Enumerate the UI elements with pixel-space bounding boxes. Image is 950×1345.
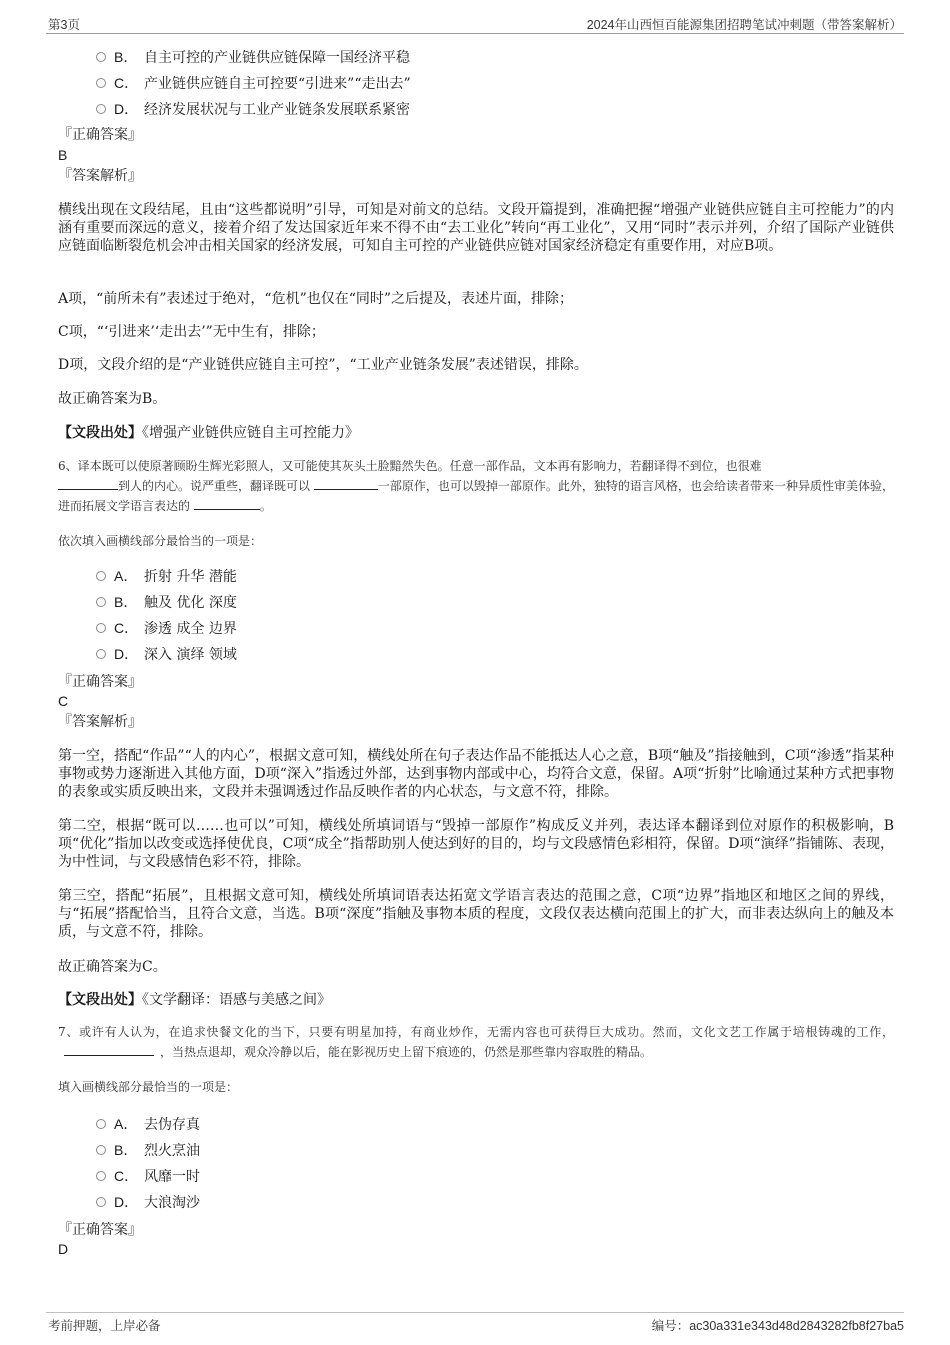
q6-source [58,991,331,1009]
q5-answer: B [58,147,68,163]
radio-icon[interactable] [96,571,106,581]
q6-analysis-paragraph: 第一空，搭配“作品”“人的内心”，根据文意可知，横线处所在句子表达作品不能抵达人心之意，B项“触及”指接触到，C项“渗透”指某种事物或势力逐渐进入其他方面，D项“深入”指透过外部，达到事物内部或中心，均符合文意，保留。A项“折射”比喻通过某种方式把事物的表象或实质反映出来，文段并未强调透过作品反映作者的内心状态，与文意不符，排除。 [58,748,894,800]
q5-source [58,424,359,442]
page-footer [46,1312,904,1332]
page-header [46,14,904,34]
blank-line [194,496,260,510]
q5-option-c[interactable] [96,73,411,93]
option-text: 自主可控的产业链供应链保障一国经济平稳 [144,50,410,66]
option-letter: C． [114,1168,139,1184]
q5-analysis-paragraph: A项，“前所未有”表述过于绝对，“危机”也仅在“同时”之后提及，表述片面，排除； [58,291,574,307]
q7-option-d[interactable] [96,1192,200,1212]
q6-option-a[interactable] [96,566,237,586]
source-title: 《增强产业链供应链自主可控能力》 [142,425,359,441]
q7-prompt: 填入画横线部分最恰当的一项是： [58,1080,239,1094]
q7-answer-tag: 『正确答案』 [58,1222,142,1238]
q6-option-b[interactable] [96,592,237,612]
q6-analysis-paragraph: 第三空，搭配“拓展”，且根据文意可知，横线处所填词语表达拓宽文学语言表达的范围之意，C项“边界”指地区和地区之间的界线，与“拓展”搭配恰当，且符合文意，当选。B项“深度”指触及事物本质的程度，文段仅表达横向范围上的扩大，而非表达纵向上的触及本质，与文意不符，排除。 [58,888,894,940]
radio-icon[interactable] [96,104,106,114]
option-letter: B． [114,594,138,610]
q5-analysis-paragraph: C项，“‘引进来’‘走出去’”无中生有，排除； [58,324,325,340]
radio-icon[interactable] [96,1145,106,1155]
q6-option-d[interactable] [96,644,237,664]
option-letter: D． [114,1194,139,1210]
option-text: 风靡一时 [144,1169,200,1185]
option-letter: A． [114,1116,138,1132]
q5-analysis-paragraph: D项，文段介绍的是“产业链供应链自主可控”，“工业产业链条发展”表述错误，排除。 [58,357,588,373]
option-letter: D． [114,101,139,117]
document-code: 编号：ac30a331e343d48d2843282fb8f27ba5 [651,1319,904,1333]
radio-icon[interactable] [96,78,106,88]
q6-analysis-paragraph: 故正确答案为C。 [58,959,167,975]
source-title: 《文学翻译：语感与美感之间》 [142,992,331,1008]
q6-stem [58,456,894,516]
blank-line [64,1042,154,1056]
document-title: 2024年山西恒百能源集团招聘笔试冲刺题（带答案解析） [586,18,902,32]
option-letter: B． [114,49,138,65]
stem-text: 到人的内心。说严重些，翻译既可以 [118,479,311,493]
stem-text: 6、译本既可以使原著顾盼生辉光彩照人，又可能使其灰头土脸黯然失色。任意一部作品，文本再有影响力，若翻译得不到位，也很难 [58,459,762,473]
q5-option-d[interactable] [96,99,410,119]
option-letter: C． [114,620,139,636]
q6-answer-tag: 『正确答案』 [58,674,142,690]
source-label: 【文段出处】 [58,425,142,441]
q5-option-b[interactable] [96,47,410,67]
option-text: 产业链供应链自主可控要“引进来”“走出去” [144,76,411,92]
stem-text: 一部原作，也可以毁掉一部原作。此外，独特的语言风格，也会给读者带来一种异质性审美体验，进而拓展文学语言表达的 [58,479,894,513]
q6-option-c[interactable] [96,618,237,638]
radio-icon[interactable] [96,1119,106,1129]
q7-answer: D [58,1241,69,1257]
radio-icon[interactable] [96,1171,106,1181]
page-number: 第3页 [48,18,80,32]
radio-icon[interactable] [96,1197,106,1207]
q5-analysis-paragraph: 故正确答案为B。 [58,391,167,407]
q5-analysis-tag: 『答案解析』 [58,168,142,184]
q5-analysis-paragraph: 横线出现在文段结尾，且由“这些都说明”引导，可知是对前文的总结。文段开篇提到，准确把握“增强产业链供应链自主可控能力”的内涵有重要而深远的意义，接着介绍了发达国家近年来不得不由“去工业化”转向“再工业化”，又用“同时”表示并列，介绍了国际产业链供应链面临断裂危机会冲击相关国家的经济发展，可知自主可控的产业链供应链对国家经济稳定有重要作用，对应B项。 [58,202,894,254]
q7-stem [58,1022,894,1062]
radio-icon[interactable] [96,52,106,62]
radio-icon[interactable] [96,623,106,633]
q7-option-a[interactable] [96,1114,200,1134]
option-text: 触及 优化 深度 [144,595,237,611]
option-text: 经济发展状况与工业产业链条发展联系紧密 [144,102,410,118]
q7-option-b[interactable] [96,1140,200,1160]
source-label: 【文段出处】 [58,992,142,1008]
q6-analysis-paragraph: 第二空，根据“既可以……也可以”可知，横线处所填词语与“毁掉一部原作”构成反义并列，表达译本翻译到位对原作的积极影响，B项“优化”指加以改变或选择使优良，C项“成全”指帮助别人使达到好的目的，均与文段感情色彩相符，保留。D项“演绎”指铺陈、表现，为中性词，与文段感情色彩不符，排除。 [58,818,894,870]
stem-text: 7、或许有人认为，在追求快餐文化的当下，只要有明星加持，有商业炒作，无需内容也可获得巨大成功。然而，文化文艺工作属于培根铸魂的工作， [58,1025,894,1039]
stem-text: 。 [259,499,272,513]
option-text: 渗透 成全 边界 [144,621,237,637]
q6-answer: C [58,693,69,709]
option-letter: C． [114,75,139,91]
blank-line [58,476,118,490]
blank-line [314,476,378,490]
q5-answer-tag: 『正确答案』 [58,127,142,143]
option-text: 折射 升华 潜能 [144,569,237,585]
radio-icon[interactable] [96,649,106,659]
q7-option-c[interactable] [96,1166,200,1186]
option-text: 去伪存真 [144,1117,200,1133]
option-letter: D． [114,646,139,662]
q6-analysis-tag: 『答案解析』 [58,714,142,730]
option-letter: A． [114,568,138,584]
footer-slogan: 考前押题，上岸必备 [48,1319,161,1333]
option-text: 深入 演绎 领域 [144,647,237,663]
option-text: 大浪淘沙 [144,1195,200,1211]
stem-text: ，当热点退却，观众冷静以后，能在影视历史上留下痕迹的，仍然是那些靠内容取胜的精品。 [160,1045,653,1059]
q6-prompt: 依次填入画横线部分最恰当的一项是： [58,534,263,548]
option-text: 烈火烹油 [144,1143,200,1159]
radio-icon[interactable] [96,597,106,607]
option-letter: B． [114,1142,138,1158]
